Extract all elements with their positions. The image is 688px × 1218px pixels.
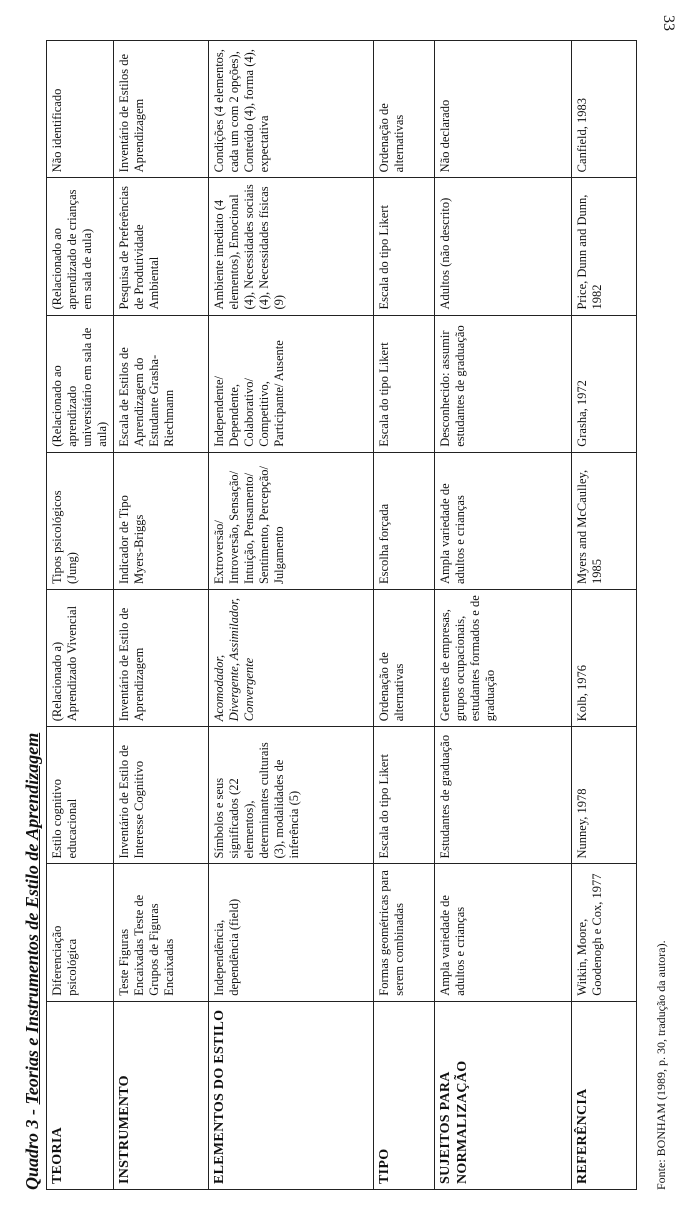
- table-cell: Tipos psicológicos (Jung): [47, 452, 114, 589]
- table-cell: Teste Figuras Encaixadas Teste de Grupos de Figuras Encaixadas: [114, 864, 209, 1001]
- table-cell: Pesquisa de Preferências de Produtividade Ambiental: [114, 178, 209, 315]
- table-cell: Witkin, Moore, Goodenogh e Cox, 1977: [572, 864, 637, 1001]
- table-cell: Escala do tipo Likert: [374, 727, 435, 864]
- table-cell: Independência, dependência (field): [209, 864, 374, 1001]
- row-header: SUJEITOS PARA NORMALIZAÇÃO: [435, 1001, 572, 1189]
- table-cell: Grasha, 1972: [572, 315, 637, 452]
- table-cell: Estilo cognitivo educacional: [47, 727, 114, 864]
- table-row: [374, 41, 435, 1190]
- table-row: [47, 41, 114, 1190]
- table-cell: Adultos (não descrito): [435, 178, 572, 315]
- table-cell: Canfield, 1983: [572, 41, 637, 178]
- table-title: [22, 733, 43, 1190]
- table-cell: Independente/ Dependente, Colaborativo/ Competitivo, Participante/ Ausente: [209, 315, 374, 452]
- table-cell: Não identificado: [47, 41, 114, 178]
- table-cell: Ampla variedade de adultos e crianças: [435, 452, 572, 589]
- row-header: ELEMENTOS DO ESTILO: [209, 1001, 374, 1189]
- table-cell: Extroversão/ Introversão, Sensação/ Intuição, Pensamento/ Sentimento, Percepção/ Julgamento: [209, 452, 374, 589]
- table-cell: Acomodador, Divergente, Assimilador, Convergente: [209, 590, 374, 727]
- table-cell: Inventário de Estilo de Aprendizagem: [114, 590, 209, 727]
- table-cell: Myers and McCaulley, 1985: [572, 452, 637, 589]
- table-cell: Escolha forçada: [374, 452, 435, 589]
- table-cell: Escala do tipo Likert: [374, 315, 435, 452]
- table-cell: (Relacionado a) Aprendizado Vivencial: [47, 590, 114, 727]
- table-cell: Condições (4 elementos, cada um com 2 opções), Conteúdo (4), forma (4), expectativa: [209, 41, 374, 178]
- table-cell: (Relacionado ao aprendizado universitário em sala de aula): [47, 315, 114, 452]
- table-cell: Ordenação de alternativas: [374, 590, 435, 727]
- title-prefix: Quadro 3 -: [22, 1104, 42, 1190]
- table-cell: Nunney, 1978: [572, 727, 637, 864]
- table-cell: Escala de Estilos de Aprendizagem do Estudante Grasha-Riechmann: [114, 315, 209, 452]
- row-header: INSTRUMENTO: [114, 1001, 209, 1189]
- table-cell: Ordenação de alternativas: [374, 41, 435, 178]
- table-cell: Ampla variedade de adultos e crianças: [435, 864, 572, 1001]
- table-cell: Formas geométricas para serem combinadas: [374, 864, 435, 1001]
- page-number: 33: [660, 15, 677, 31]
- table-cell: Kolb, 1976: [572, 590, 637, 727]
- table-row: [435, 41, 572, 1190]
- table-cell: Indicador de Tipo Myers-Briggs: [114, 452, 209, 589]
- table-row: [209, 41, 374, 1190]
- title-main: Teorias e Instrumentos de Estilo de Aprendizagem: [22, 732, 42, 1105]
- source-note: Fonte: BONHAM (1989, p. 30, tradução da autora).: [654, 940, 668, 1190]
- table-cell: Estudantes de graduação: [435, 727, 572, 864]
- table-cell: Desconhecido: assumir estudantes de graduação: [435, 315, 572, 452]
- table-cell: (Relacionado ao aprendizado de crianças em sala de aula): [47, 178, 114, 315]
- table-row: [114, 41, 209, 1190]
- table-cell: Ambiente imediato (4 elementos), Emocional (4), Necessidades sociais (4), Necessidades físicas (9): [209, 178, 374, 315]
- table-cell: Inventário de Estilos de Aprendizagem: [114, 41, 209, 178]
- table-cell: Símbolos e seus significados (22 elementos), determinantes culturais (3), modalidades de inferência (5): [209, 727, 374, 864]
- row-header: REFERÊNCIA: [572, 1001, 637, 1189]
- table-cell: Diferenciação psicológica: [47, 864, 114, 1001]
- table-row: [572, 41, 637, 1190]
- row-header: TEORIA: [47, 1001, 114, 1189]
- table-cell: Não declarado: [435, 41, 572, 178]
- table-cell: Inventário de Estilo de Interesse Cognitivo: [114, 727, 209, 864]
- row-header: TIPO: [374, 1001, 435, 1189]
- table-cell: Price, Dunn and Dunn, 1982: [572, 178, 637, 315]
- table-cell: Gerentes de empresas, grupos ocupacionais, estudantes formados e de graduação: [435, 590, 572, 727]
- learning-styles-table: [46, 40, 637, 1190]
- table-cell: Escala do tipo Likert: [374, 178, 435, 315]
